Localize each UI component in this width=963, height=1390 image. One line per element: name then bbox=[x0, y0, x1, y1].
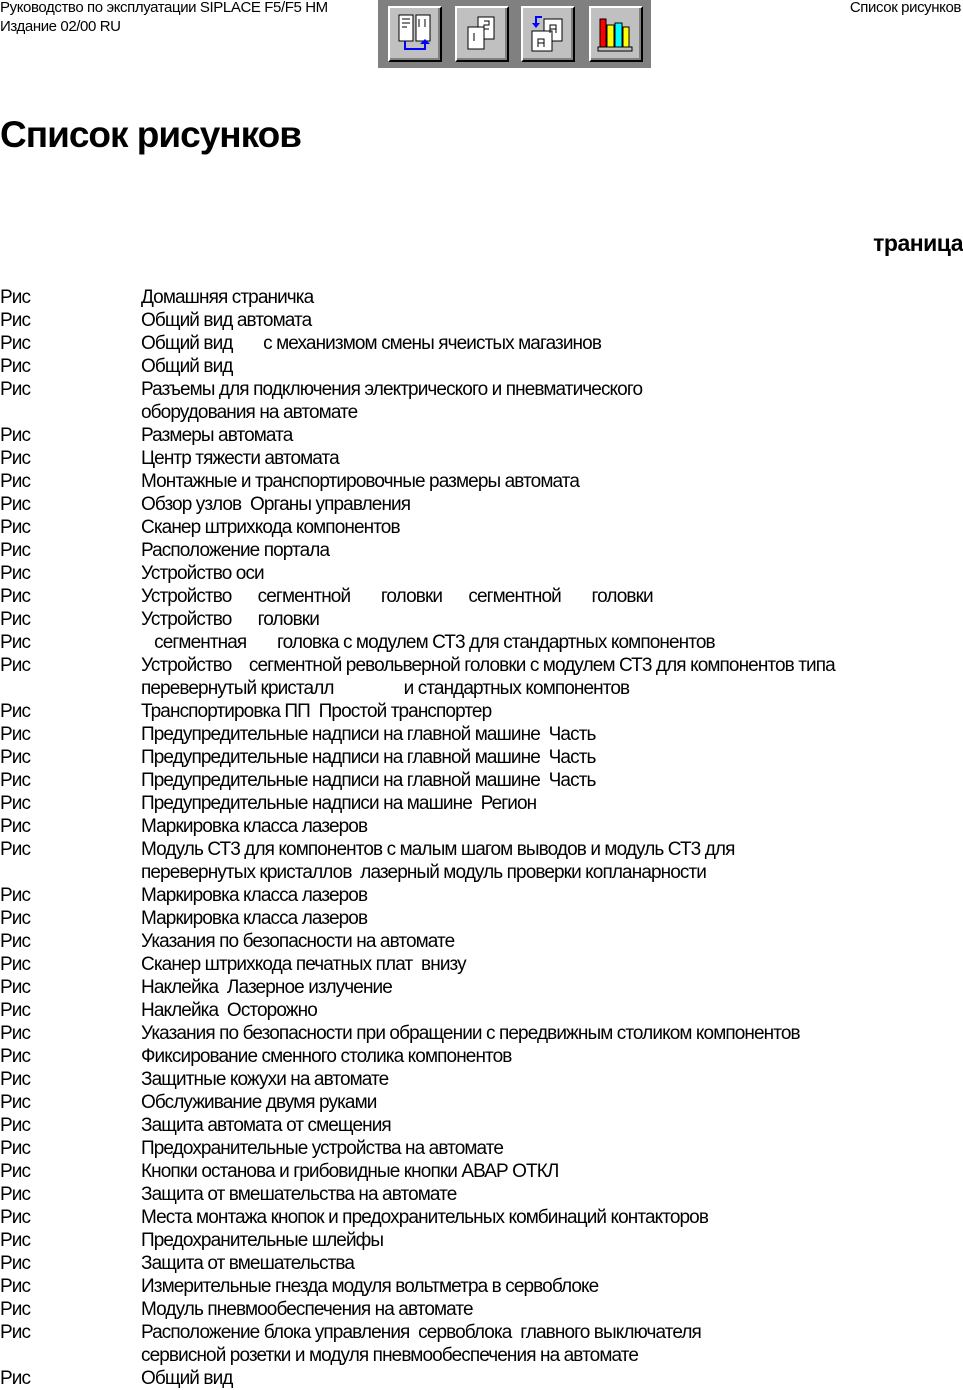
bookshelf-library-icon bbox=[596, 13, 636, 55]
figure-label: Рис bbox=[0, 1368, 31, 1389]
figure-caption: Фиксирование сменного столика компонентов bbox=[141, 1046, 512, 1067]
list-item[interactable] bbox=[0, 1275, 963, 1298]
figure-caption: Разъемы для подключения электрического и пневматического оборудования на автомате bbox=[141, 379, 643, 423]
figure-caption: Защита от вмешательства bbox=[141, 1253, 355, 1274]
figure-caption: сегментная головка с модулем СТ3 для стандартных компонентов bbox=[141, 632, 715, 653]
list-item[interactable] bbox=[0, 976, 963, 999]
figure-caption: Защита от вмешательства на автомате bbox=[141, 1184, 457, 1205]
figure-label: Рис bbox=[0, 287, 31, 308]
figure-label: Рис bbox=[0, 356, 31, 377]
figure-label: Рис bbox=[0, 379, 31, 400]
figure-caption: Устройство оси bbox=[141, 563, 264, 584]
figure-label: Рис bbox=[0, 1023, 31, 1044]
figure-caption: Предупредительные надписи на главной машине Часть bbox=[141, 724, 596, 745]
figure-label: Рис bbox=[0, 1253, 31, 1274]
list-item[interactable] bbox=[0, 1068, 963, 1091]
figure-caption: Размеры автомата bbox=[141, 425, 293, 446]
library-button[interactable] bbox=[589, 6, 643, 62]
list-item[interactable] bbox=[0, 953, 963, 976]
figure-label: Рис bbox=[0, 1138, 31, 1159]
figure-caption: Устройство головки bbox=[141, 609, 319, 630]
figure-caption: Модуль СТ3 для компонентов с малым шагом выводов и модуль СТ3 для перевернутых кристаллов лазерный модуль проверки копланарности bbox=[141, 839, 735, 883]
list-item[interactable] bbox=[0, 1160, 963, 1183]
list-item[interactable] bbox=[0, 355, 963, 378]
figure-label: Рис bbox=[0, 1161, 31, 1182]
two-column-document-navigate-icon bbox=[395, 13, 435, 55]
list-item[interactable] bbox=[0, 792, 963, 815]
figure-caption: Предупредительные надписи на главной машине Часть bbox=[141, 747, 596, 768]
figure-caption: Кнопки останова и грибовидные кнопки АВАР ОТКЛ bbox=[141, 1161, 559, 1182]
list-item[interactable] bbox=[0, 884, 963, 907]
figure-label: Рис bbox=[0, 609, 31, 630]
figure-list bbox=[0, 286, 963, 1390]
list-item[interactable] bbox=[0, 516, 963, 539]
list-item[interactable] bbox=[0, 1022, 963, 1045]
list-item[interactable] bbox=[0, 723, 963, 746]
edition: Издание 02/00 RU bbox=[0, 18, 121, 35]
figure-caption: Расположение блока управления сервоблока главного выключателя сервисной розетки и модуля пневмообеспечения на автомате bbox=[141, 1322, 701, 1366]
figure-caption: Общий вид с механизмом смены ячеистых магазинов bbox=[141, 333, 602, 354]
figure-label: Рис bbox=[0, 1299, 31, 1320]
list-item[interactable] bbox=[0, 608, 963, 631]
figure-caption: Расположение портала bbox=[141, 540, 330, 561]
figure-caption: Предохранительные устройства на автомате bbox=[141, 1138, 504, 1159]
list-item[interactable] bbox=[0, 1206, 963, 1229]
figure-caption: Устройство сегментной револьверной головки с модулем СТ3 для компонентов типа перевернутый кристалл и стандартных компонентов bbox=[141, 655, 835, 699]
list-item[interactable] bbox=[0, 1183, 963, 1206]
figure-caption: Измерительные гнезда модуля вольтметра в сервоблоке bbox=[141, 1276, 599, 1297]
figure-caption: Маркировка класса лазеров bbox=[141, 908, 368, 929]
figure-caption: Защита автомата от смещения bbox=[141, 1115, 391, 1136]
figure-caption: Маркировка класса лазеров bbox=[141, 816, 368, 837]
figure-label: Рис bbox=[0, 724, 31, 745]
swap-document-button[interactable] bbox=[521, 6, 575, 62]
figure-caption: Наклейка Осторожно bbox=[141, 1000, 317, 1021]
list-item[interactable] bbox=[0, 470, 963, 493]
figure-caption: Домашняя страничка bbox=[141, 287, 314, 308]
list-item[interactable] bbox=[0, 286, 963, 309]
list-item[interactable] bbox=[0, 309, 963, 332]
figure-label: Рис bbox=[0, 1000, 31, 1021]
figure-caption: Предупредительные надписи на машине Регион bbox=[141, 793, 537, 814]
figure-label: Рис bbox=[0, 632, 31, 653]
figure-label: Рис bbox=[0, 1276, 31, 1297]
figure-caption: Маркировка класса лазеров bbox=[141, 885, 368, 906]
section-header: Список рисунков bbox=[849, 0, 961, 16]
list-item[interactable] bbox=[0, 1137, 963, 1160]
figure-caption: Указания по безопасности на автомате bbox=[141, 931, 455, 952]
figure-caption: Общий вид bbox=[141, 356, 233, 377]
figure-caption: Монтажные и транспортировочные размеры автомата bbox=[141, 471, 579, 492]
list-item[interactable] bbox=[0, 447, 963, 470]
figure-caption: Предохранительные шлейфы bbox=[141, 1230, 384, 1251]
list-item[interactable] bbox=[0, 654, 963, 700]
list-item[interactable] bbox=[0, 585, 963, 608]
figure-caption: Центр тяжести автомата bbox=[141, 448, 339, 469]
figure-caption: Места монтажа кнопок и предохранительных комбинаций контакторов bbox=[141, 1207, 709, 1228]
list-item[interactable] bbox=[0, 907, 963, 930]
figure-label: Рис bbox=[0, 977, 31, 998]
list-item[interactable] bbox=[0, 930, 963, 953]
list-item[interactable] bbox=[0, 1252, 963, 1275]
figure-label: Рис bbox=[0, 747, 31, 768]
figure-label: Рис bbox=[0, 1322, 31, 1343]
figure-label: Рис bbox=[0, 310, 31, 331]
figure-label: Рис bbox=[0, 1069, 31, 1090]
figure-label: Рис bbox=[0, 563, 31, 584]
list-item[interactable] bbox=[0, 1229, 963, 1252]
figure-label: Рис bbox=[0, 1230, 31, 1251]
figure-caption: Предупредительные надписи на главной машине Часть bbox=[141, 770, 596, 791]
list-item[interactable] bbox=[0, 815, 963, 838]
list-item[interactable] bbox=[0, 539, 963, 562]
figure-label: Рис bbox=[0, 655, 31, 676]
figure-label: Рис bbox=[0, 494, 31, 515]
figure-caption: Модуль пневмообеспечения на автомате bbox=[141, 1299, 473, 1320]
figure-caption: Сканер штрихкода печатных плат внизу bbox=[141, 954, 466, 975]
list-item[interactable] bbox=[0, 1091, 963, 1114]
figure-caption: Обзор узлов Органы управления bbox=[141, 494, 411, 515]
figure-caption: Сканер штрихкода компонентов bbox=[141, 517, 400, 538]
list-item[interactable] bbox=[0, 1045, 963, 1068]
list-item[interactable] bbox=[0, 1321, 963, 1367]
list-item[interactable] bbox=[0, 1114, 963, 1137]
page-column-header: траница bbox=[873, 230, 963, 256]
figure-caption: Наклейка Лазерное излучение bbox=[141, 977, 392, 998]
figure-caption: Транспортировка ПП Простой транспортер bbox=[141, 701, 492, 722]
list-item[interactable] bbox=[0, 700, 963, 723]
toolbar bbox=[378, 0, 651, 68]
figure-label: Рис bbox=[0, 517, 31, 538]
figure-label: Рис bbox=[0, 540, 31, 561]
figure-label: Рис bbox=[0, 701, 31, 722]
page-title: Список рисунков bbox=[0, 114, 302, 155]
pages-icon bbox=[462, 13, 502, 55]
figure-label: Рис bbox=[0, 885, 31, 906]
list-item[interactable] bbox=[0, 1298, 963, 1321]
list-item[interactable] bbox=[0, 493, 963, 516]
navigate-button[interactable] bbox=[388, 6, 442, 62]
figure-label: Рис bbox=[0, 931, 31, 952]
figure-caption: Общий вид bbox=[141, 1368, 233, 1389]
list-item[interactable] bbox=[0, 631, 963, 654]
list-item[interactable] bbox=[0, 838, 963, 884]
figure-caption: Обслуживание двумя руками bbox=[141, 1092, 377, 1113]
figure-label: Рис bbox=[0, 1092, 31, 1113]
figure-caption: Защитные кожухи на автомате bbox=[141, 1069, 389, 1090]
figure-label: Рис bbox=[0, 908, 31, 929]
list-item[interactable] bbox=[0, 424, 963, 447]
list-item[interactable] bbox=[0, 332, 963, 355]
document-header-left bbox=[0, 0, 328, 36]
figure-label: Рис bbox=[0, 816, 31, 837]
list-item[interactable] bbox=[0, 999, 963, 1022]
list-item[interactable] bbox=[0, 378, 963, 424]
figure-label: Рис bbox=[0, 425, 31, 446]
list-item[interactable] bbox=[0, 562, 963, 585]
pages-button[interactable] bbox=[455, 6, 509, 62]
figure-label: Рис bbox=[0, 1207, 31, 1228]
figure-label: Рис bbox=[0, 1046, 31, 1067]
figure-label: Рис bbox=[0, 586, 31, 607]
list-item[interactable] bbox=[0, 1367, 963, 1390]
figure-label: Рис bbox=[0, 471, 31, 492]
list-item[interactable] bbox=[0, 769, 963, 792]
document-swap-icon bbox=[528, 13, 568, 55]
figure-label: Рис bbox=[0, 1184, 31, 1205]
figure-label: Рис bbox=[0, 770, 31, 791]
figure-label: Рис bbox=[0, 448, 31, 469]
figure-caption: Устройство сегментной головки сегментной головки bbox=[141, 586, 653, 607]
figure-caption: Общий вид автомата bbox=[141, 310, 312, 331]
figure-label: Рис bbox=[0, 954, 31, 975]
figure-caption: Указания по безопасности при обращении с передвижным столиком компонентов bbox=[141, 1023, 800, 1044]
figure-label: Рис bbox=[0, 333, 31, 354]
figure-label: Рис bbox=[0, 839, 31, 860]
figure-label: Рис bbox=[0, 793, 31, 814]
list-item[interactable] bbox=[0, 746, 963, 769]
figure-label: Рис bbox=[0, 1115, 31, 1136]
manual-title: Руководство по эксплуатации SIPLACE F5/F5 HM bbox=[0, 0, 328, 16]
